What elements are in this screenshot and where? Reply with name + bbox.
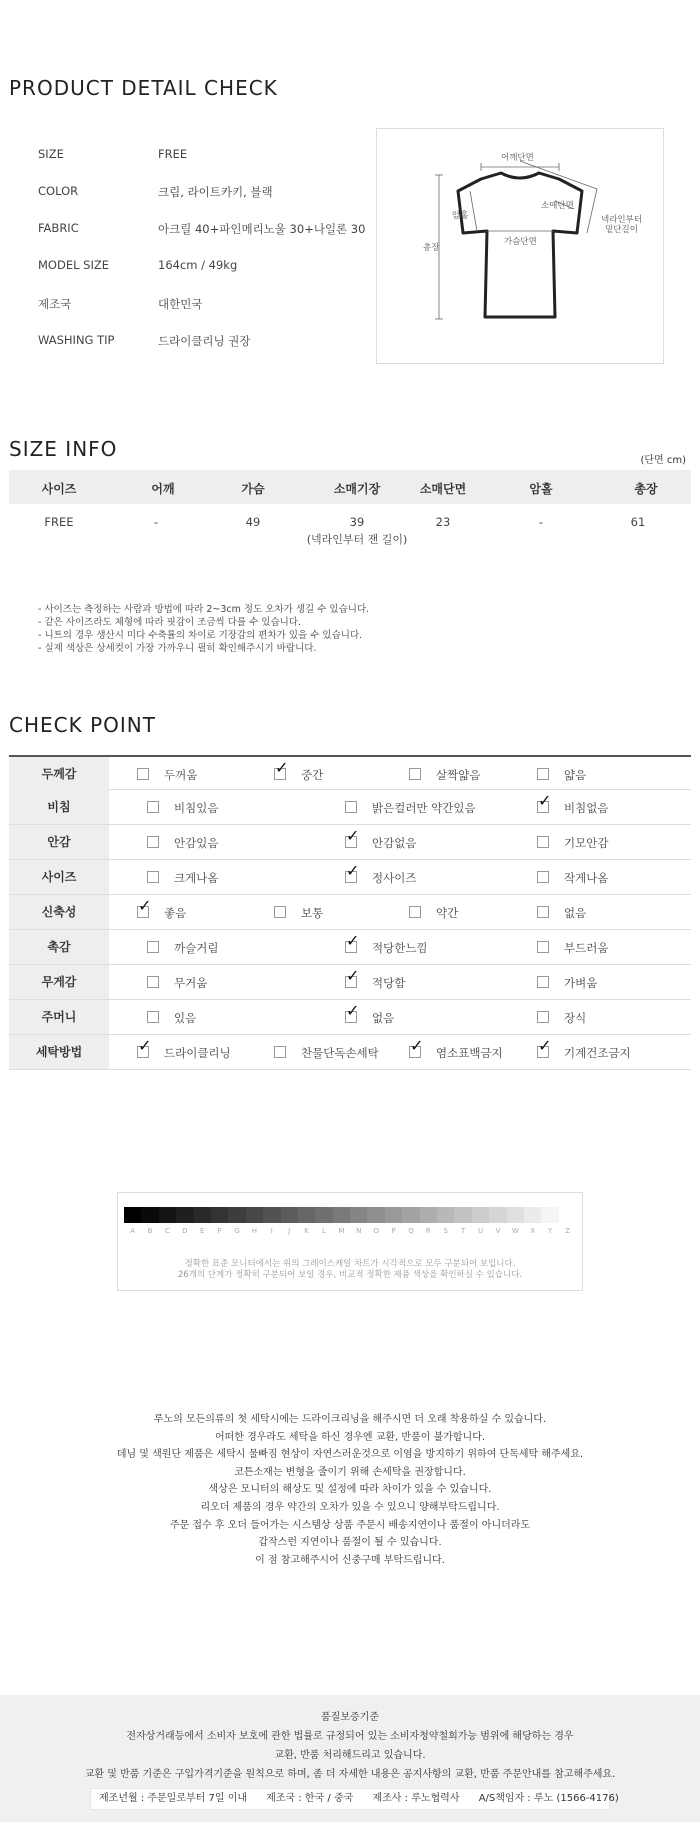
grayscale-chart	[117, 1192, 583, 1291]
checkmark-icon: ✓	[138, 896, 152, 915]
check-row-label: 두께감	[9, 757, 109, 791]
grayscale-letter: J	[288, 1227, 291, 1235]
checkbox[interactable]	[345, 801, 357, 813]
label-sleeve-width: 소매단면	[541, 201, 574, 211]
grayscale-letter: F	[217, 1227, 222, 1235]
check-option-label: 무거움	[174, 976, 208, 990]
size-cell: -	[153, 515, 159, 529]
grayscale-swatch	[315, 1207, 332, 1223]
grayscale-letter: L	[322, 1227, 326, 1235]
grayscale-letter: H	[251, 1227, 258, 1235]
grayscale-letter: T	[460, 1227, 466, 1235]
grayscale-letter: O	[373, 1227, 379, 1235]
grayscale-letter: Q	[408, 1227, 414, 1235]
label-length: 총장	[423, 243, 440, 253]
grayscale-letter: W	[511, 1227, 519, 1235]
check-option-label: 안감있음	[174, 836, 219, 850]
detail-label: COLOR	[38, 184, 79, 198]
detail-label: FABRIC	[38, 221, 79, 235]
checkmark-icon: ✓	[346, 966, 360, 985]
footer-title: 품질보증기준	[321, 1712, 379, 1723]
check-option-label: 크게나옴	[174, 871, 219, 885]
check-row	[9, 755, 691, 790]
grayscale-swatch	[507, 1207, 524, 1223]
footer-line: 교환 및 반품 기준은 구입가격기준을 원칙으로 하며, 좀 더 자세한 내용은 공지사항의 교환, 반품 주문안내를 참고해주세요.	[84, 1769, 616, 1780]
grayscale-swatch	[420, 1207, 437, 1223]
checkbox[interactable]	[409, 906, 421, 918]
notice-line: 이 점 참고해주시어 신중구매 부탁드립니다.	[255, 1554, 445, 1566]
check-row	[9, 1035, 691, 1070]
size-header-cell: 어깨	[151, 482, 175, 496]
grayscale-swatch	[263, 1207, 280, 1223]
grayscale-letter: P	[391, 1227, 396, 1235]
checkbox[interactable]	[147, 871, 159, 883]
size-note: - 같은 사이즈라도 체형에 따라 핏감이 조금씩 다를 수 있습니다.	[38, 617, 302, 628]
grayscale-swatch	[472, 1207, 489, 1223]
grayscale-swatch	[176, 1207, 193, 1223]
checkmark-icon: ✓	[346, 861, 360, 880]
check-option-label: 작게나옴	[564, 871, 609, 885]
size-cell: FREE	[44, 515, 74, 529]
check-option-label: 밝은컬러만 약간있음	[372, 801, 476, 815]
label-chest: 가슴단면	[504, 237, 537, 247]
check-option-label: 기계건조금지	[564, 1046, 631, 1060]
detail-label: SIZE	[38, 147, 64, 161]
notice-line: 주문 접수 후 오더 들어가는 시스템상 상품 주문시 배송지연이나 품절이 아니더라도	[169, 1519, 531, 1531]
checkbox[interactable]	[537, 906, 549, 918]
tshirt-illustration	[377, 129, 665, 365]
check-option-label: 가벼움	[564, 976, 598, 990]
size-header-cell: 소매단면	[419, 482, 467, 496]
manufacturer: 제조사 : 루노협력사	[372, 1793, 460, 1804]
check-option-label: 약간	[436, 906, 459, 920]
grayscale-letter: V	[495, 1227, 501, 1235]
grayscale-letter: U	[477, 1227, 484, 1235]
detail-label: WASHING TIP	[38, 333, 115, 347]
checkbox[interactable]	[537, 768, 549, 780]
notice-line: 루노의 모든의류의 첫 세탁시에는 드라이크리닝을 해주시면 더 오래 착용하실 수 있습니다.	[153, 1414, 547, 1425]
grayscale-letter: K	[304, 1227, 309, 1235]
size-note: - 실제 색상은 상세컷이 가장 가까우니 필히 확인해주시기 바랍니다.	[38, 643, 317, 654]
grayscale-swatch	[385, 1207, 402, 1223]
check-option-label: 보통	[301, 906, 324, 920]
measurement-diagram	[376, 128, 664, 364]
checkmark-icon: ✓	[538, 791, 552, 810]
grayscale-swatch	[541, 1207, 558, 1223]
detail-value: FREE	[158, 147, 188, 161]
notice-line: 리오더 제품의 경우 약간의 오차가 있을 수 있으니 양해부탁드립니다.	[200, 1501, 500, 1513]
grayscale-swatch	[246, 1207, 263, 1223]
grayscale-letter: R	[425, 1227, 431, 1235]
check-option-label: 기모안감	[564, 836, 609, 850]
grayscale-swatch	[402, 1207, 419, 1223]
checkbox[interactable]	[537, 976, 549, 988]
checkmark-icon: ✓	[346, 931, 360, 950]
grayscale-swatch	[228, 1207, 245, 1223]
check-option-label: 찬물단독손세탁	[301, 1046, 379, 1060]
detail-value: 아크릴 40+파인메리노울 30+나일론 30	[158, 222, 366, 236]
manufacture-date: 제조년월 : 주문일로부터 7일 이내	[99, 1793, 248, 1804]
grayscale-swatch	[367, 1207, 384, 1223]
check-option-label: 까슬거림	[174, 941, 219, 955]
check-row-label: 신축성	[9, 895, 109, 929]
check-option-label: 살짝얇음	[436, 768, 481, 782]
grayscale-letter: X	[530, 1227, 536, 1235]
label-sleeve-length: 넥라인부터 밑단길이	[601, 215, 643, 235]
detail-value: 대한민국	[158, 297, 203, 311]
grayscale-letter: D	[182, 1227, 188, 1235]
grayscale-swatch	[281, 1207, 298, 1223]
detail-value: 164cm / 49kg	[158, 258, 238, 272]
label-armhole: 암홀	[452, 211, 469, 221]
grayscale-swatch	[350, 1207, 367, 1223]
grayscale-swatch	[194, 1207, 211, 1223]
checkbox[interactable]	[147, 1011, 159, 1023]
detail-value: 크림, 라이트카키, 블랙	[158, 185, 273, 199]
checkbox[interactable]	[147, 976, 159, 988]
check-option-label: 없음	[372, 1011, 395, 1025]
size-header-cell: 총장	[634, 482, 658, 496]
size-note: - 니트의 경우 생산시 미다 수축률의 차이로 기장감의 편차가 있을 수 있습니다.	[38, 630, 363, 641]
checkbox[interactable]	[274, 906, 286, 918]
grayscale-swatch	[489, 1207, 506, 1223]
origin-country: 제조국 : 한국 / 중국	[266, 1793, 354, 1804]
check-option-label: 비침없음	[564, 801, 609, 815]
checkmark-icon: ✓	[346, 1001, 360, 1020]
check-option-label: 드라이클리닝	[164, 1046, 231, 1060]
grayscale-swatch	[159, 1207, 176, 1223]
care-notice	[0, 1411, 700, 1569]
grayscale-letter: Y	[547, 1227, 553, 1235]
checkmark-icon: ✓	[346, 826, 360, 845]
notice-line: 색상은 모니터의 해상도 및 설정에 따라 차이가 있을 수 있습니다.	[208, 1484, 492, 1496]
check-row-label: 안감	[9, 825, 109, 859]
grayscale-letter: G	[234, 1227, 240, 1235]
check-option-label: 적당함	[372, 976, 406, 990]
checkbox[interactable]	[537, 871, 549, 883]
check-row-label: 세탁방법	[9, 1035, 109, 1069]
check-row-label: 무게감	[9, 965, 109, 999]
grayscale-letter: B	[147, 1227, 153, 1235]
size-cell: -	[538, 515, 544, 529]
check-point-title: CHECK POINT	[9, 713, 156, 737]
size-info-title: SIZE INFO	[9, 437, 118, 461]
grayscale-swatch	[124, 1207, 141, 1223]
grayscale-swatch	[454, 1207, 471, 1223]
check-option-label: 없음	[564, 906, 587, 920]
grayscale-letter: A	[130, 1227, 136, 1235]
grayscale-note: 정확한 표준 모니터에서는 위의 그레이스케일 차트가 시각적으로 모두 구분되어 보입니다.	[184, 1259, 516, 1269]
checkmark-icon: ✓	[275, 758, 289, 777]
check-option-label: 장식	[564, 1011, 587, 1025]
size-header-cell: 사이즈	[41, 482, 77, 496]
sleeve-length-note: (넥라인부터 잰 길이)	[306, 533, 408, 546]
grayscale-letters	[124, 1227, 576, 1235]
quality-footer	[0, 1695, 700, 1822]
size-cell: 39	[349, 515, 365, 529]
check-option-label: 있음	[174, 1011, 197, 1025]
check-option-label: 안감없음	[372, 836, 417, 850]
check-row	[9, 895, 691, 930]
check-option-label: 얇음	[564, 768, 587, 782]
checkmark-icon: ✓	[410, 1036, 424, 1055]
grayscale-swatch	[437, 1207, 454, 1223]
check-option-label: 정사이즈	[372, 871, 417, 885]
grayscale-swatch	[524, 1207, 541, 1223]
checkbox[interactable]	[137, 768, 149, 780]
detail-label: MODEL SIZE	[38, 258, 109, 272]
check-row-label: 촉감	[9, 930, 109, 964]
check-option-label: 적당한느낌	[372, 941, 428, 955]
check-row-label: 주머니	[9, 1000, 109, 1034]
product-detail-title: PRODUCT DETAIL CHECK	[9, 76, 278, 100]
check-option-label: 염소표백금지	[436, 1046, 503, 1060]
grayscale-letter: N	[356, 1227, 362, 1235]
grayscale-swatch	[211, 1207, 228, 1223]
checkbox[interactable]	[147, 801, 159, 813]
size-cell: 23	[435, 515, 451, 529]
checkmark-icon: ✓	[538, 1036, 552, 1055]
as-contact: A/S책임자 : 루노 (1566-4176)	[478, 1793, 619, 1804]
footer-line: 교환, 반품 처리해드리고 있습니다.	[274, 1750, 426, 1761]
checkbox[interactable]	[537, 941, 549, 953]
footer-info-bar	[90, 1788, 619, 1810]
check-option-label: 좋음	[164, 906, 187, 920]
check-option-label: 중간	[301, 768, 324, 782]
check-row	[9, 790, 691, 825]
check-row	[9, 930, 691, 965]
checkbox[interactable]	[537, 836, 549, 848]
grayscale-letter: M	[338, 1227, 345, 1235]
check-row	[9, 1000, 691, 1035]
unit-note: (단면 cm)	[640, 455, 686, 466]
grayscale-letter: C	[165, 1227, 170, 1235]
checkmark-icon: ✓	[138, 1036, 152, 1055]
size-notes	[38, 603, 369, 655]
checkbox[interactable]	[537, 1011, 549, 1023]
size-table-header	[9, 470, 691, 504]
grayscale-letter: I	[270, 1227, 273, 1235]
label-shoulder: 어깨단면	[501, 153, 534, 163]
size-cell: 61	[630, 515, 646, 529]
check-row-label: 비침	[9, 790, 109, 824]
check-row	[9, 965, 691, 1000]
checkbox[interactable]	[274, 1046, 286, 1058]
size-header-cell: 소매기장	[333, 482, 381, 496]
check-row	[9, 825, 691, 860]
check-option-label: 두꺼움	[164, 768, 198, 782]
check-row-label: 사이즈	[9, 860, 109, 894]
size-header-cell: 암홀	[529, 482, 553, 496]
checkbox[interactable]	[147, 836, 159, 848]
check-option-label: 비침있음	[174, 801, 219, 815]
grayscale-swatch	[333, 1207, 350, 1223]
grayscale-note: 26개의 단계가 정확히 구분되어 보일 경우, 비교적 정확한 제품 색상을 확인하실 수 있습니다.	[177, 1270, 523, 1280]
footer-line: 전자상거래등에서 소비자 보호에 관한 법률로 규정되어 있는 소비자청약철회가능 범위에 해당하는 경우	[126, 1731, 574, 1742]
grayscale-swatch	[298, 1207, 315, 1223]
notice-line: 갑작스런 지연이나 품절이 될 수 있습니다.	[258, 1537, 442, 1549]
check-row	[9, 860, 691, 895]
grayscale-letter: S	[443, 1227, 448, 1235]
grayscale-swatches	[124, 1207, 576, 1223]
notice-line: 데님 및 색원단 제품은 세탁시 물빠짐 현상이 자연스러운것으로 이염을 방지하기 위하여 단독세탁 해주세요.	[116, 1449, 584, 1461]
grayscale-letter: Z	[565, 1227, 570, 1235]
check-option-label: 부드러움	[564, 941, 609, 955]
detail-label: 제조국	[38, 297, 72, 311]
grayscale-letter: E	[200, 1227, 205, 1235]
notice-line: 코튼소재는 변형을 줄이기 위해 손세탁을 권장합니다.	[234, 1466, 466, 1478]
size-note: - 사이즈는 측정하는 사람과 방법에 따라 2~3cm 정도 오차가 생길 수 있습니다.	[38, 604, 370, 615]
size-cell: 49	[245, 515, 261, 529]
check-point-table	[9, 755, 691, 1070]
size-header-cell: 가슴	[241, 482, 265, 496]
notice-line: 어떠한 경우라도 세탁을 하신 경우엔 교환, 반품이 불가합니다.	[214, 1431, 486, 1443]
checkbox[interactable]	[147, 941, 159, 953]
grayscale-swatch	[559, 1207, 576, 1223]
checkbox[interactable]	[409, 768, 421, 780]
grayscale-swatch	[141, 1207, 158, 1223]
detail-value: 드라이클리닝 권장	[158, 334, 251, 348]
